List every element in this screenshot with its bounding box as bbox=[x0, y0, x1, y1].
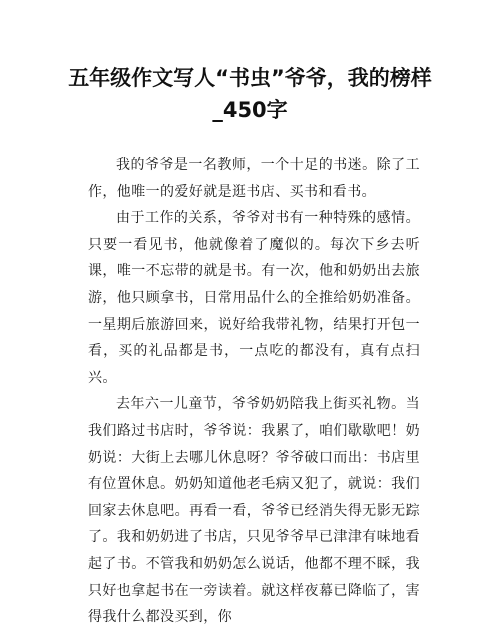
document-body bbox=[88, 152, 420, 631]
paragraph-1: 我的爷爷是一名教师，一个十足的书迷。除了工作，他唯一的爱好就是逛书店、买书和看书。 bbox=[88, 157, 420, 200]
paragraph-3: 去年六一儿童节，爷爷奶奶陪我上街买礼物。当我们路过书店时，爷爷说：我累了，咱们歇歇吧！奶奶说：大街上去哪儿休息呀？爷爷破口而出：书店里有位置休息。奶奶知道他老毛病又犯了，就说：我们回家去休息吧。再看一看，爷爷已经消失得无影无踪了。我和奶奶进了书店，只见爷爷早已津津有味地看起了书。不管我和奶奶怎么说话，他都不理不睬，我只好也拿起书在一旁读着。就这样夜幕已降临了，害得我什么都没买到，你 bbox=[88, 396, 420, 626]
document-title: 五年级作文写人“书虫”爷爷，我的榜样_450字 bbox=[68, 66, 432, 122]
paragraph-2: 由于工作的关系，爷爷对书有一种特殊的感情。只要一看见书，他就像着了魔似的。每次下乡去听课，唯一不忘带的就是书。有一次，他和奶奶出去旅游，他只顾拿书，日常用品什么的全推给奶奶准备。一星期后旅游回来，说好给我带礼物，结果打开包一看，买的礼品都是书，一点吃的都没有，真有点扫兴。 bbox=[88, 210, 420, 386]
